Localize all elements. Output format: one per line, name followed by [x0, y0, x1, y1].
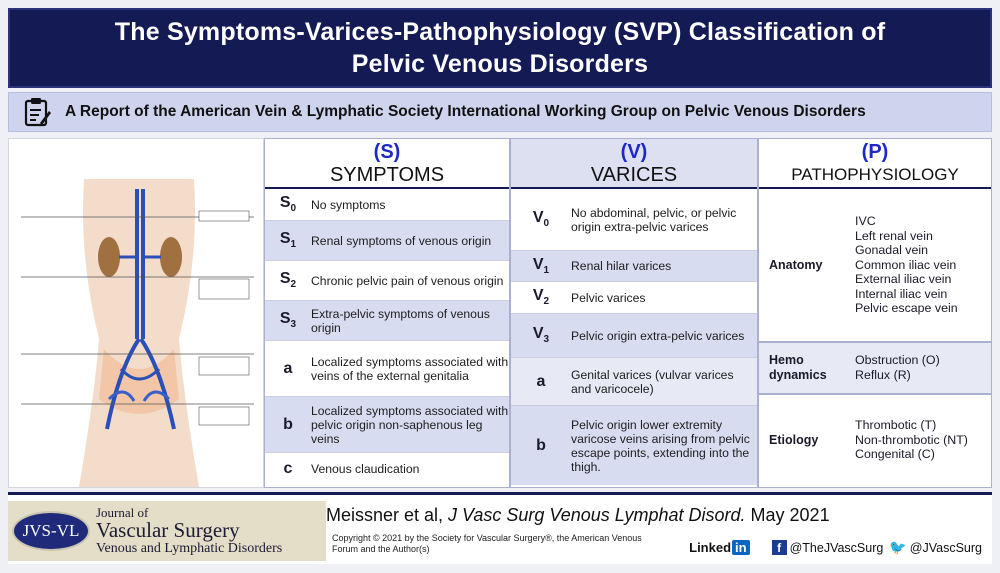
hemodynamics-values: [855, 343, 991, 393]
subtitle-banner: [8, 92, 992, 132]
varices-code: $V_1$: [532, 255, 550, 277]
varices-code: $V_3$: [532, 325, 550, 346]
facebook-handle[interactable]: @TheJVascSurg: [789, 540, 884, 555]
symptoms-header: [265, 139, 509, 189]
symptom-desc: No symptoms: [311, 197, 386, 212]
anatomy-item: Pelvic escape vein: [855, 301, 958, 316]
symptom-code: $S_0$: [279, 194, 297, 215]
varices-code: a: [536, 372, 546, 390]
etiology-item: Thrombotic (T): [855, 418, 937, 433]
symptom-row-s2: [265, 261, 509, 301]
hemo-item: Reflux (R): [855, 368, 911, 382]
title-banner: [8, 8, 992, 88]
pathophysiology-column: [758, 138, 992, 488]
pathophysiology-letter: (P): [861, 141, 889, 163]
anatomy-item: Gonadal vein: [855, 243, 929, 258]
symptom-code: $S_2$: [279, 270, 297, 291]
varices-row-b: [511, 406, 757, 485]
journal-title: Journal of Vascular Surgery Venous and Lymphatic Disorders: [96, 504, 283, 556]
etiology-item: Congenital (C): [855, 447, 935, 462]
anatomy-item: IVC: [855, 213, 876, 228]
varices-header: [511, 139, 757, 189]
varices-row-v1: [511, 251, 757, 282]
clipboard-icon: [23, 97, 51, 127]
pathophysiology-title: PATHOPHYSIOLOGY: [791, 165, 959, 184]
etiology-row: [759, 395, 991, 485]
anatomy-label: Anatomy: [769, 257, 823, 272]
symptom-desc: Localized symptoms associated with pelvic origin non-saphenous leg veins: [311, 403, 509, 446]
twitter-handle[interactable]: @JVascSurg: [909, 540, 982, 555]
symptom-desc: Renal symptoms of venous origin: [311, 233, 492, 248]
symptom-desc: Venous claudication: [311, 462, 420, 476]
social-links: [689, 539, 982, 556]
symptom-desc: Chronic pelvic pain of venous origin: [311, 273, 504, 288]
symptom-code: c: [283, 460, 293, 477]
copyright-notice: Copyright © 2021 by the Society for Vascular Surgery®, the American Venous Forum and the Author(s): [332, 533, 642, 554]
symptom-row-c: [265, 453, 509, 485]
hemodynamics-row: [759, 343, 991, 395]
etiology-values: [855, 395, 991, 485]
subtitle-text: A Report of the American Vein & Lymphatic Society International Working Group on Pelvic Venous Disorders: [65, 103, 866, 120]
varices-row-v2: [511, 282, 757, 314]
title-line-2: Pelvic Venous Disorders: [351, 50, 649, 78]
pelvic-venous-anatomy-image: [9, 139, 263, 487]
title-line-1: The Symptoms-Varices-Pathophysiology (SVP) Classification of: [114, 18, 886, 46]
symptom-row-a: [265, 341, 509, 397]
hemodynamics-label: Hemo dynamics: [769, 353, 827, 382]
varices-desc: Pelvic varices: [571, 290, 646, 305]
facebook-icon: f: [772, 540, 787, 555]
etiology-label: Etiology: [769, 432, 819, 447]
varices-title: VARICES: [590, 164, 678, 186]
jvs-vl-badge: JVS-VL: [12, 511, 90, 551]
symptom-code: $S_1$: [279, 230, 297, 251]
symptom-code: b: [283, 415, 293, 433]
symptom-code: $S_3$: [279, 310, 297, 331]
journal-logo: [8, 501, 326, 561]
footer: [8, 492, 992, 564]
linkedin-icon: in: [732, 540, 750, 555]
varices-row-v3: [511, 314, 757, 358]
symptom-row-s3: [265, 301, 509, 341]
symptom-row-s1: [265, 221, 509, 261]
anatomy-item: Internal iliac vein: [855, 286, 948, 301]
twitter-icon: 🐦: [889, 539, 907, 555]
varices-row-v0: [511, 189, 757, 251]
varices-desc: Pelvic origin lower extremity varicose veins arising from pelvic escape points, extending into the thigh.: [571, 417, 750, 474]
varices-desc: Renal hilar varices: [571, 259, 672, 273]
varices-code: $V_2$: [532, 287, 550, 308]
varices-desc: Genital varices (vulvar varices and varicocele): [571, 367, 734, 396]
symptom-desc: Extra-pelvic symptoms of venous origin: [311, 306, 490, 335]
symptom-row-s0: [265, 189, 509, 221]
anatomy-item: External iliac vein: [855, 272, 952, 287]
varices-code: b: [536, 436, 546, 454]
symptom-row-b: [265, 397, 509, 453]
etiology-item: Non-thrombotic (NT): [855, 432, 968, 447]
varices-code: $V_0$: [532, 209, 550, 230]
anatomy-illustration: [8, 138, 264, 488]
anatomy-item: Common iliac vein: [855, 257, 957, 272]
symptoms-column: [264, 138, 510, 488]
anatomy-row: [759, 189, 991, 343]
varices-desc: No abdominal, pelvic, or pelvic origin extra-pelvic varices: [571, 205, 737, 234]
linkedin-link[interactable]: Linked in: [689, 540, 749, 555]
symptoms-letter: (S): [373, 141, 401, 163]
citation: Meissner et al, J Vasc Surg Venous Lymphat Disord. May 2021: [326, 505, 830, 525]
symptom-code: a: [283, 359, 293, 377]
symptoms-title: SYMPTOMS: [329, 164, 445, 186]
pathophysiology-header: [759, 139, 991, 189]
varices-desc: Pelvic origin extra-pelvic varices: [571, 328, 745, 343]
varices-column: [510, 138, 758, 488]
symptom-desc: Localized symptoms associated with veins of the external genitalia: [311, 354, 509, 383]
varices-letter: (V): [620, 141, 648, 163]
anatomy-values: [855, 189, 991, 341]
hemo-item: Obstruction (O): [855, 353, 940, 368]
varices-row-a: [511, 358, 757, 406]
anatomy-item: Left renal vein: [855, 228, 933, 243]
